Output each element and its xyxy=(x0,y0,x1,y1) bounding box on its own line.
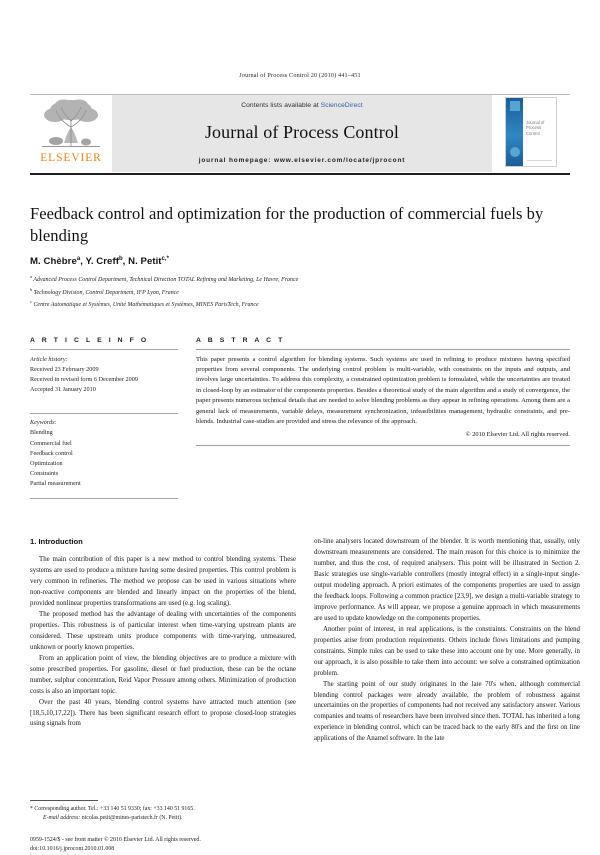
article-history-item: Accepted 31 January 2010 xyxy=(30,385,96,393)
email-address[interactable]: nicolas.petit@mines-paristech.fr (N. Petit). xyxy=(81,815,183,822)
divider xyxy=(30,413,178,414)
issn-block xyxy=(30,836,296,854)
divider xyxy=(30,349,178,350)
cover-divider xyxy=(527,160,552,161)
journal-cover-thumbnail xyxy=(492,94,570,172)
divider xyxy=(30,498,178,499)
affiliation-text: Technology Division, Control Department, IFP Lyon, France xyxy=(33,289,179,296)
affiliation-list xyxy=(30,273,570,311)
body-paragraph: on-line analysers located downstream of the blender. It is worth mentioning that, usually, only downstream measurements are considered. The main reason for this choice is to minimize the number, and thus the cost, of required analysers. This point will be illustrated in Section 2. Basic strategies use single-variable controllers (mostly integral effect) in a single-input single-output modeling approach. A priori estimates of the components properties are used to assign the feedback loops. Following a common practice [23,9], we design a multi-variable strategy to improve performance. As will appear, we propose a genuine approach in which measurements are used to update knowledge on the components properties. xyxy=(314,538,580,622)
keyword-item: Optimization xyxy=(30,459,63,467)
body-column-left xyxy=(30,537,296,853)
divider xyxy=(196,445,570,446)
journal-masthead xyxy=(30,94,570,172)
journal-banner xyxy=(112,94,492,172)
article-history-item: Received in revised form 6 December 2009 xyxy=(30,375,138,383)
elsevier-tree-icon xyxy=(34,97,108,153)
keywords-block xyxy=(30,418,178,488)
affiliation-marker: a xyxy=(30,274,32,280)
author-list: M. Chèbre$^a$, Y. Creff$^b$, N. Petit$^{c,*}$ xyxy=(30,256,170,268)
body-paragraph: The proposed method has the advantage of dealing with uncertainties of the components properties. This robustness is of particular interest when time-varying upstream plants are considered. These upstream units produce components with time-varying, unmeasured, unknown or poorly known properties. xyxy=(30,611,296,651)
email-note xyxy=(30,814,296,823)
elsevier-logo xyxy=(30,94,112,172)
author-3-marker: c,* xyxy=(161,256,170,263)
abstract-heading: A B S T R A C T xyxy=(196,336,285,344)
article-info-heading: A R T I C L E I N F O xyxy=(30,336,149,344)
journal-homepage-link[interactable]: journal homepage: www.elsevier.com/locate/jprocont xyxy=(198,157,406,164)
keywords-label: Keywords: xyxy=(30,419,57,427)
body-paragraph: Another point of interest, in real applications, is the constraints. Constraints on the blend properties arise from production requirements. Others include flows limitations and pumping constraints. Simple rules can be used to take these into account one by one. More generally, in our approach, it is also possible to take them into account: we solve a constrained optimization problem. xyxy=(314,625,580,677)
affiliation-text: Centre Automatique et Systèmes, Unité Mathématiques et Systèmes, MINES ParisTech, France xyxy=(33,302,259,309)
spacer xyxy=(30,395,178,408)
keyword-item: Feedback control xyxy=(30,449,73,457)
contents-prefix: Contents lists available at xyxy=(241,102,321,109)
cover-image xyxy=(505,97,557,167)
cover-emblem-top-icon xyxy=(510,101,520,111)
affiliation-item xyxy=(30,273,570,286)
cover-front xyxy=(523,98,556,166)
author-1-marker: a xyxy=(76,256,81,263)
affiliation-text: Advanced Process Control Department, Technical Direction TOTAL Refining and Marketing, Le Havre, France xyxy=(33,277,299,284)
keyword-item: Commercial fuel xyxy=(30,439,72,447)
article-history-item: Received 23 February 2009 xyxy=(30,365,99,373)
author-1: M. Chèbre xyxy=(30,256,77,268)
email-label: E-mail address: xyxy=(43,815,81,822)
footnote-block xyxy=(30,800,296,854)
keyword-item: Constraints xyxy=(30,469,59,477)
footnote-rule xyxy=(30,800,98,801)
journal-title: Journal of Process Control xyxy=(204,122,400,142)
body-paragraph: The main contribution of this paper is a new method to control blending systems. These systems are used to produce a mixture having some desired properties. This control problem is very common in refineries. The method we propose can be used in various situations where non-reactive components are blended and linearly impact on the properties of the blend, provided nonlinear properties transformations are used (e.g. log scaling). xyxy=(30,556,296,608)
body-paragraph: From an application point of view, the blending objectives are to produce a mixture with some prescribed properties. For gasoline, diesel or fuel production, these can be the octane number, sulphur concentration, Reid Vapor Pressure among others. Minimization of production costs is also an important topic. xyxy=(30,654,296,695)
abstract-column xyxy=(196,337,570,504)
author-2: Y. Creff xyxy=(85,256,119,268)
corresponding-author-note: * Corresponding author. Tel.: +33 140 51 9330; fax: +33 140 51 9165. xyxy=(30,806,195,813)
keyword-item: Partial measurement xyxy=(30,479,81,487)
body-column-right xyxy=(314,537,580,745)
masthead-bottom-rule xyxy=(30,173,570,175)
body-paragraph: The starting point of our study originates in the late 70's when, although commercial blending control packages were already available, the problem of robustness against uncertainties on the properties of components had not received any satisfactory answer. Various companies and teams of researchers have been involved since then. TOTAL has inherited a long experience in blending control, which can be traced back to the early 80's and the first on line applications of the Anamel software. In the late xyxy=(314,680,580,743)
running-head: Journal of Process Control 20 (2010) 441–451 xyxy=(239,72,361,79)
affiliation-item xyxy=(30,286,570,299)
cover-title-text: Journal of Process Control xyxy=(526,120,545,136)
body-columns xyxy=(30,537,580,853)
elsevier-wordmark: ELSEVIER xyxy=(40,152,102,164)
doi-line[interactable]: doi:10.1016/j.jprocont.2010.01.008 xyxy=(30,846,115,853)
cover-spine xyxy=(506,98,523,166)
article-info-column xyxy=(30,337,178,504)
affiliation-marker: c xyxy=(30,299,32,305)
contents-lists-line xyxy=(241,102,362,109)
author-2-marker: b xyxy=(118,256,123,263)
divider xyxy=(196,349,570,350)
body-paragraph: Over the past 40 years, blending control systems have attracted much attention (see [18,5,10,17,22]). There has been significant research effort to propose closed-loop strategies using signals from xyxy=(30,698,296,728)
issn-copyright-line: 0959-1524/$ - see front matter © 2010 Elsevier Ltd. All rights reserved. xyxy=(30,837,201,844)
sciencedirect-link[interactable]: ScienceDirect xyxy=(320,102,363,109)
affiliation-marker: b xyxy=(30,286,33,292)
section-heading-introduction: 1. Introduction xyxy=(30,537,83,547)
abstract-text: This paper presents a control algorithm for blending systems. Such systems are used in refining to produce mixtures having specified properties from several components. The underlying control problem is multi-variable, with constraints on the inputs and outputs, and involves large uncertainties. To address this complexity, a constrained optimization problem is formulated, while the uncertainties are treated in closed-loop by an estimator of the components properties. Besides a theoretical study of the main algorithm and a study of convergence, the paper presents numerous technical details that are needed to solve blending problems as they appear in refining operations. Among them are a general lack of measurements, variable delays, measurement synchronization, infeasibilities management, hydraulic constraints, and pre-blends. Industrial case-studies are provided and stress the relevance of the approach. xyxy=(196,355,570,426)
author-3: N. Petit xyxy=(128,256,162,268)
page-title: Feedback control and optimization for the production of commercial fuels by blending xyxy=(30,204,544,245)
abstract-copyright: © 2010 Elsevier Ltd. All rights reserved. xyxy=(465,430,570,438)
article-history-label: Article history: xyxy=(30,355,68,363)
affiliation-item xyxy=(30,298,570,311)
keyword-item: Blending xyxy=(30,429,53,437)
info-abstract-block xyxy=(30,337,570,504)
cover-emblem-bottom-icon xyxy=(510,147,520,157)
